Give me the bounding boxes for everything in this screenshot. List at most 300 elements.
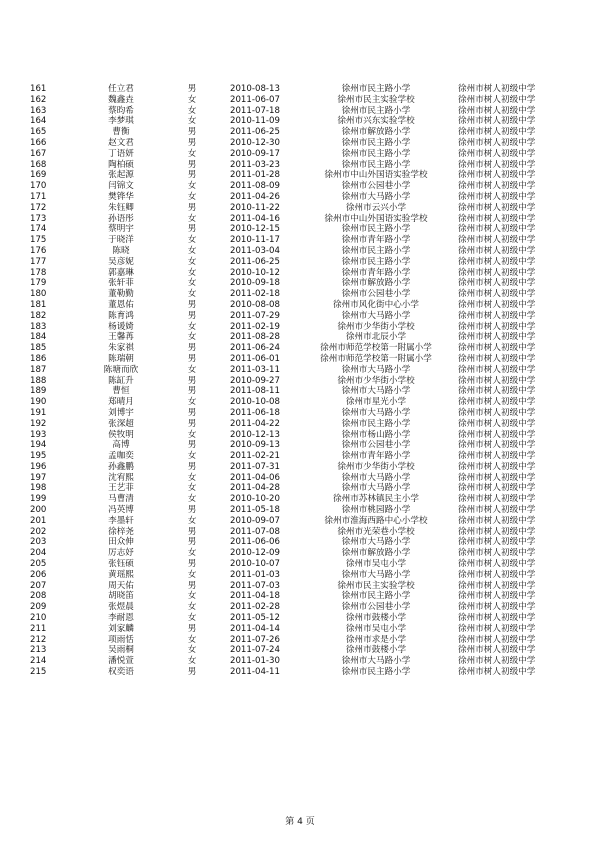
birth-date: 2010-09-13 <box>230 440 280 451</box>
row-number: 202 <box>30 526 47 537</box>
primary-school: 徐州市淮海西路中心小学校 <box>324 515 428 526</box>
primary-school: 徐州市师范学校第一附属小学 <box>320 343 432 354</box>
row-number: 186 <box>30 353 47 364</box>
table-row <box>0 268 600 279</box>
student-name: 孙鑫鹏 <box>108 461 134 472</box>
table-row <box>0 570 600 581</box>
student-name: 周天佑 <box>108 580 134 591</box>
row-number: 173 <box>30 213 47 224</box>
row-number: 192 <box>30 418 47 429</box>
table-row <box>0 354 600 365</box>
student-name: 厉志妤 <box>108 548 134 559</box>
gender: 男 <box>187 526 197 537</box>
student-name: 张起源 <box>108 170 134 181</box>
gender: 女 <box>187 645 197 656</box>
row-number: 204 <box>30 548 47 559</box>
gender: 男 <box>187 170 197 181</box>
admitted-middle-school: 徐州市树人初级中学 <box>458 256 536 267</box>
birth-date: 2010-08-08 <box>230 299 280 310</box>
student-name: 陈缸升 <box>108 375 134 386</box>
gender: 女 <box>187 483 197 494</box>
row-number: 188 <box>30 375 47 386</box>
admitted-middle-school: 徐州市树人初级中学 <box>458 213 536 224</box>
table-row <box>0 192 600 203</box>
birth-date: 2011-06-06 <box>230 537 280 548</box>
birth-date: 2010-09-17 <box>230 148 280 159</box>
gender: 男 <box>187 580 197 591</box>
birth-date: 2010-12-13 <box>230 429 280 440</box>
primary-school: 徐州市中山外国语实验学校 <box>324 170 428 181</box>
gender: 男 <box>187 537 197 548</box>
gender: 男 <box>187 386 197 397</box>
row-number: 196 <box>30 461 47 472</box>
birth-date: 2010-09-27 <box>230 375 280 386</box>
gender: 男 <box>187 137 197 148</box>
admitted-middle-school: 徐州市树人初级中学 <box>458 353 536 364</box>
birth-date: 2011-04-11 <box>230 667 280 678</box>
table-row <box>0 278 600 289</box>
primary-school: 徐州市解放路小学 <box>341 278 411 289</box>
row-number: 203 <box>30 537 47 548</box>
birth-date: 2010-12-30 <box>230 137 280 148</box>
gender: 男 <box>187 418 197 429</box>
gender: 女 <box>187 116 197 127</box>
admitted-middle-school: 徐州市树人初级中学 <box>458 148 536 159</box>
student-name: 沈宥熙 <box>108 472 134 483</box>
row-number: 193 <box>30 429 47 440</box>
student-name: 张钰硕 <box>108 559 134 570</box>
table-row <box>0 343 600 354</box>
primary-school: 徐州市风化街中心小学 <box>333 299 419 310</box>
row-number: 197 <box>30 472 47 483</box>
table-row <box>0 397 600 408</box>
student-name: 曹衡 <box>112 127 130 138</box>
primary-school: 徐州市大马路小学 <box>341 483 411 494</box>
admitted-middle-school: 徐州市树人初级中学 <box>458 332 536 343</box>
admitted-middle-school: 徐州市树人初级中学 <box>458 472 536 483</box>
student-name: 权奕语 <box>108 667 134 678</box>
primary-school: 徐州市解放路小学 <box>341 127 411 138</box>
admitted-middle-school: 徐州市树人初级中学 <box>458 343 536 354</box>
gender: 女 <box>187 235 197 246</box>
gender: 女 <box>187 181 197 192</box>
table-row <box>0 257 600 268</box>
row-number: 176 <box>30 245 47 256</box>
birth-date: 2011-02-19 <box>230 321 280 332</box>
birth-date: 2011-08-28 <box>230 332 280 343</box>
gender: 女 <box>187 602 197 613</box>
birth-date: 2011-04-06 <box>230 472 280 483</box>
primary-school: 徐州市少华街小学校 <box>337 461 415 472</box>
primary-school: 徐州市民主实验学校 <box>337 580 415 591</box>
gender: 女 <box>187 429 197 440</box>
admitted-middle-school: 徐州市树人初级中学 <box>458 418 536 429</box>
student-name: 魏鑫垚 <box>108 94 134 105</box>
table-row <box>0 516 600 527</box>
row-number: 194 <box>30 440 47 451</box>
primary-school: 徐州市杨山路小学 <box>341 429 411 440</box>
row-number: 184 <box>30 332 47 343</box>
birth-date: 2011-01-30 <box>230 656 280 667</box>
primary-school: 徐州市大马路小学 <box>341 407 411 418</box>
student-name: 陈晓 <box>112 245 130 256</box>
primary-school: 徐州市桃园路小学 <box>341 505 411 516</box>
admitted-middle-school: 徐州市树人初级中学 <box>458 310 536 321</box>
student-table <box>0 84 600 678</box>
student-name: 曹恒 <box>112 386 130 397</box>
primary-school: 徐州市求是小学 <box>345 634 407 645</box>
student-name: 蔡明宇 <box>108 224 134 235</box>
gender: 女 <box>187 256 197 267</box>
birth-date: 2011-01-03 <box>230 569 280 580</box>
table-row <box>0 106 600 117</box>
table-row <box>0 505 600 516</box>
primary-school: 徐州市民主路小学 <box>341 159 411 170</box>
primary-school: 徐州市青年路小学 <box>341 267 411 278</box>
birth-date: 2011-03-23 <box>230 159 280 170</box>
table-row <box>0 462 600 473</box>
table-row <box>0 332 600 343</box>
birth-date: 2011-06-01 <box>230 353 280 364</box>
primary-school: 徐州市师范学校第一附属小学 <box>320 353 432 364</box>
primary-school: 徐州市民主路小学 <box>341 148 411 159</box>
birth-date: 2010-12-09 <box>230 548 280 559</box>
row-number: 183 <box>30 321 47 332</box>
admitted-middle-school: 徐州市树人初级中学 <box>458 375 536 386</box>
gender: 男 <box>187 505 197 516</box>
table-row <box>0 386 600 397</box>
admitted-middle-school: 徐州市树人初级中学 <box>458 580 536 591</box>
birth-date: 2010-09-07 <box>230 515 280 526</box>
row-number: 214 <box>30 656 47 667</box>
admitted-middle-school: 徐州市树人初级中学 <box>458 235 536 246</box>
gender: 男 <box>187 159 197 170</box>
row-number: 195 <box>30 451 47 462</box>
gender: 女 <box>187 213 197 224</box>
birth-date: 2011-01-28 <box>230 170 280 181</box>
student-name: 潘悦萱 <box>108 656 134 667</box>
student-name: 张轩菲 <box>108 278 134 289</box>
admitted-middle-school: 徐州市树人初级中学 <box>458 461 536 472</box>
admitted-middle-school: 徐州市树人初级中学 <box>458 191 536 202</box>
table-row <box>0 667 600 678</box>
student-name: 陈育鸿 <box>108 310 134 321</box>
birth-date: 2010-10-12 <box>230 267 280 278</box>
birth-date: 2010-09-18 <box>230 278 280 289</box>
student-name: 陈瑞朝 <box>108 353 134 364</box>
birth-date: 2011-06-25 <box>230 127 280 138</box>
gender: 男 <box>187 667 197 678</box>
admitted-middle-school: 徐州市树人初级中学 <box>458 94 536 105</box>
gender: 女 <box>187 267 197 278</box>
admitted-middle-school: 徐州市树人初级中学 <box>458 548 536 559</box>
student-name: 胡晓笛 <box>108 591 134 602</box>
primary-school: 徐州市大马路小学 <box>341 364 411 375</box>
table-row <box>0 116 600 127</box>
gender: 男 <box>187 623 197 634</box>
student-name: 李梦琪 <box>108 116 134 127</box>
table-row <box>0 581 600 592</box>
row-number: 181 <box>30 299 47 310</box>
student-name: 陶柏硕 <box>108 159 134 170</box>
admitted-middle-school: 徐州市树人初级中学 <box>458 429 536 440</box>
gender: 男 <box>187 299 197 310</box>
table-row <box>0 602 600 613</box>
admitted-middle-school: 徐州市树人初级中学 <box>458 569 536 580</box>
table-row <box>0 84 600 95</box>
table-row <box>0 473 600 484</box>
row-number: 205 <box>30 559 47 570</box>
student-name: 田众伸 <box>108 537 134 548</box>
birth-date: 2011-06-24 <box>230 343 280 354</box>
primary-school: 徐州市大马路小学 <box>341 386 411 397</box>
table-row <box>0 483 600 494</box>
student-name: 项雨恬 <box>108 634 134 645</box>
primary-school: 徐州市鼓楼小学 <box>345 613 407 624</box>
birth-date: 2011-06-07 <box>230 94 280 105</box>
birth-date: 2011-07-18 <box>230 105 280 116</box>
birth-date: 2011-03-11 <box>230 364 280 375</box>
birth-date: 2011-05-12 <box>230 613 280 624</box>
table-row <box>0 559 600 570</box>
gender: 女 <box>187 634 197 645</box>
student-name: 张深超 <box>108 418 134 429</box>
birth-date: 2011-06-18 <box>230 407 280 418</box>
admitted-middle-school: 徐州市树人初级中学 <box>458 656 536 667</box>
gender: 女 <box>187 148 197 159</box>
table-row <box>0 408 600 419</box>
table-row <box>0 591 600 602</box>
table-row <box>0 656 600 667</box>
student-name: 朱钰卿 <box>108 202 134 213</box>
admitted-middle-school: 徐州市树人初级中学 <box>458 602 536 613</box>
student-name: 杨谖婍 <box>108 321 134 332</box>
birth-date: 2011-07-29 <box>230 310 280 321</box>
primary-school: 徐州市云兴小学 <box>345 202 407 213</box>
primary-school: 徐州市民主路小学 <box>341 84 411 94</box>
primary-school: 徐州市少华街小学校 <box>337 321 415 332</box>
admitted-middle-school: 徐州市树人初级中学 <box>458 451 536 462</box>
table-row <box>0 376 600 387</box>
primary-school: 徐州市公园巷小学 <box>341 602 411 613</box>
admitted-middle-school: 徐州市树人初级中学 <box>458 289 536 300</box>
student-name: 李墨轩 <box>108 515 134 526</box>
primary-school: 徐州市民主路小学 <box>341 418 411 429</box>
birth-date: 2011-07-31 <box>230 461 280 472</box>
student-name: 董勒勤 <box>108 289 134 300</box>
table-row <box>0 224 600 235</box>
row-number: 191 <box>30 407 47 418</box>
student-name: 樊铧华 <box>108 191 134 202</box>
table-row <box>0 635 600 646</box>
primary-school: 徐州市兴东实验学校 <box>337 116 415 127</box>
gender: 男 <box>187 343 197 354</box>
admitted-middle-school: 徐州市树人初级中学 <box>458 267 536 278</box>
admitted-middle-school: 徐州市树人初级中学 <box>458 386 536 397</box>
row-number: 174 <box>30 224 47 235</box>
row-number: 213 <box>30 645 47 656</box>
admitted-middle-school: 徐州市树人初级中学 <box>458 537 536 548</box>
gender: 女 <box>187 332 197 343</box>
birth-date: 2011-02-21 <box>230 451 280 462</box>
table-row <box>0 645 600 656</box>
primary-school: 徐州市大马路小学 <box>341 472 411 483</box>
row-number: 166 <box>30 137 47 148</box>
primary-school: 徐州市大马路小学 <box>341 191 411 202</box>
gender: 女 <box>187 245 197 256</box>
birth-date: 2011-08-09 <box>230 181 280 192</box>
student-name: 王馨苒 <box>108 332 134 343</box>
admitted-middle-school: 徐州市树人初级中学 <box>458 299 536 310</box>
admitted-middle-school: 徐州市树人初级中学 <box>458 397 536 408</box>
student-name: 郭嘉琳 <box>108 267 134 278</box>
admitted-middle-school: 徐州市树人初级中学 <box>458 159 536 170</box>
primary-school: 徐州市大马路小学 <box>341 569 411 580</box>
student-name: 董恩佑 <box>108 299 134 310</box>
birth-date: 2011-07-03 <box>230 580 280 591</box>
admitted-middle-school: 徐州市树人初级中学 <box>458 321 536 332</box>
row-number: 209 <box>30 602 47 613</box>
birth-date: 2010-11-17 <box>230 235 280 246</box>
primary-school: 徐州市大马路小学 <box>341 537 411 548</box>
gender: 男 <box>187 202 197 213</box>
student-name: 吴雨桐 <box>108 645 134 656</box>
table-row <box>0 419 600 430</box>
row-number: 182 <box>30 310 47 321</box>
primary-school: 徐州市公园巷小学 <box>341 181 411 192</box>
primary-school: 徐州市苏林镇民主小学 <box>333 494 419 505</box>
admitted-middle-school: 徐州市树人初级中学 <box>458 526 536 537</box>
birth-date: 2011-04-14 <box>230 623 280 634</box>
table-row <box>0 160 600 171</box>
row-number: 215 <box>30 667 47 678</box>
student-name: 吴彦妮 <box>108 256 134 267</box>
student-name: 徐梓尧 <box>108 526 134 537</box>
row-number: 211 <box>30 623 47 634</box>
admitted-middle-school: 徐州市树人初级中学 <box>458 170 536 181</box>
gender: 女 <box>187 656 197 667</box>
primary-school: 徐州市青年路小学 <box>341 451 411 462</box>
row-number: 210 <box>30 613 47 624</box>
primary-school: 徐州市公园巷小学 <box>341 289 411 300</box>
admitted-middle-school: 徐州市树人初级中学 <box>458 127 536 138</box>
admitted-middle-school: 徐州市树人初级中学 <box>458 623 536 634</box>
gender: 女 <box>187 105 197 116</box>
gender: 男 <box>187 559 197 570</box>
table-row <box>0 440 600 451</box>
primary-school: 徐州市光荣巷小学校 <box>337 526 415 537</box>
admitted-middle-school: 徐州市树人初级中学 <box>458 440 536 451</box>
gender: 女 <box>187 515 197 526</box>
primary-school: 徐州市鼓楼小学 <box>345 645 407 656</box>
birth-date: 2011-04-26 <box>230 191 280 202</box>
table-row <box>0 451 600 462</box>
table-row <box>0 181 600 192</box>
primary-school: 徐州市民主路小学 <box>341 667 411 678</box>
gender: 男 <box>187 127 197 138</box>
row-number: 164 <box>30 116 47 127</box>
table-row <box>0 203 600 214</box>
gender: 男 <box>187 224 197 235</box>
student-name: 丁语妍 <box>108 148 134 159</box>
page-number: 第 4 页 <box>285 817 315 827</box>
table-row <box>0 235 600 246</box>
gender: 男 <box>187 440 197 451</box>
primary-school: 徐州市北辰小学 <box>345 332 407 343</box>
student-name: 陈塘而欣 <box>103 364 139 375</box>
gender: 女 <box>187 548 197 559</box>
gender: 男 <box>187 461 197 472</box>
student-name: 孙语彤 <box>108 213 134 224</box>
row-number: 198 <box>30 483 47 494</box>
row-number: 167 <box>30 148 47 159</box>
student-name: 高博 <box>112 440 130 451</box>
student-name: 王艺菲 <box>108 483 134 494</box>
student-name: 张煜晨 <box>108 602 134 613</box>
gender: 女 <box>187 569 197 580</box>
student-name: 朱家祺 <box>108 343 134 354</box>
gender: 女 <box>187 289 197 300</box>
primary-school: 徐州市大马路小学 <box>341 656 411 667</box>
birth-date: 2011-02-18 <box>230 289 280 300</box>
student-name: 侯牧明 <box>108 429 134 440</box>
student-name: 赵文君 <box>108 137 134 148</box>
row-number: 185 <box>30 343 47 354</box>
primary-school: 徐州市民主路小学 <box>341 105 411 116</box>
primary-school: 徐州市解放路小学 <box>341 548 411 559</box>
birth-date: 2010-10-07 <box>230 559 280 570</box>
birth-date: 2011-03-04 <box>230 245 280 256</box>
birth-date: 2010-10-08 <box>230 397 280 408</box>
admitted-middle-school: 徐州市树人初级中学 <box>458 559 536 570</box>
admitted-middle-school: 徐州市树人初级中学 <box>458 613 536 624</box>
student-name: 孟咖奕 <box>108 451 134 462</box>
admitted-middle-school: 徐州市树人初级中学 <box>458 494 536 505</box>
gender: 女 <box>187 191 197 202</box>
row-number: 199 <box>30 494 47 505</box>
student-name: 于晓洋 <box>108 235 134 246</box>
row-number: 168 <box>30 159 47 170</box>
row-number: 201 <box>30 515 47 526</box>
row-number: 177 <box>30 256 47 267</box>
student-name: 郑晴月 <box>108 397 134 408</box>
primary-school: 徐州市民主路小学 <box>341 245 411 256</box>
birth-date: 2011-04-28 <box>230 483 280 494</box>
table-row <box>0 214 600 225</box>
primary-school: 徐州市吴屯小学 <box>345 559 407 570</box>
birth-date: 2011-07-24 <box>230 645 280 656</box>
row-number: 190 <box>30 397 47 408</box>
gender: 男 <box>187 310 197 321</box>
row-number: 212 <box>30 634 47 645</box>
admitted-middle-school: 徐州市树人初级中学 <box>458 116 536 127</box>
birth-date: 2010-10-20 <box>230 494 280 505</box>
gender: 女 <box>187 494 197 505</box>
student-name: 刘博宇 <box>108 407 134 418</box>
table-row <box>0 527 600 538</box>
student-name: 刘家麟 <box>108 623 134 634</box>
birth-date: 2010-11-22 <box>230 202 280 213</box>
birth-date: 2011-04-18 <box>230 591 280 602</box>
gender: 女 <box>187 613 197 624</box>
admitted-middle-school: 徐州市树人初级中学 <box>458 634 536 645</box>
primary-school: 徐州市星光小学 <box>345 397 407 408</box>
primary-school: 徐州市吴屯小学 <box>345 623 407 634</box>
row-number: 179 <box>30 278 47 289</box>
student-name: 黄瑶熙 <box>108 569 134 580</box>
gender: 男 <box>187 353 197 364</box>
gender: 女 <box>187 364 197 375</box>
